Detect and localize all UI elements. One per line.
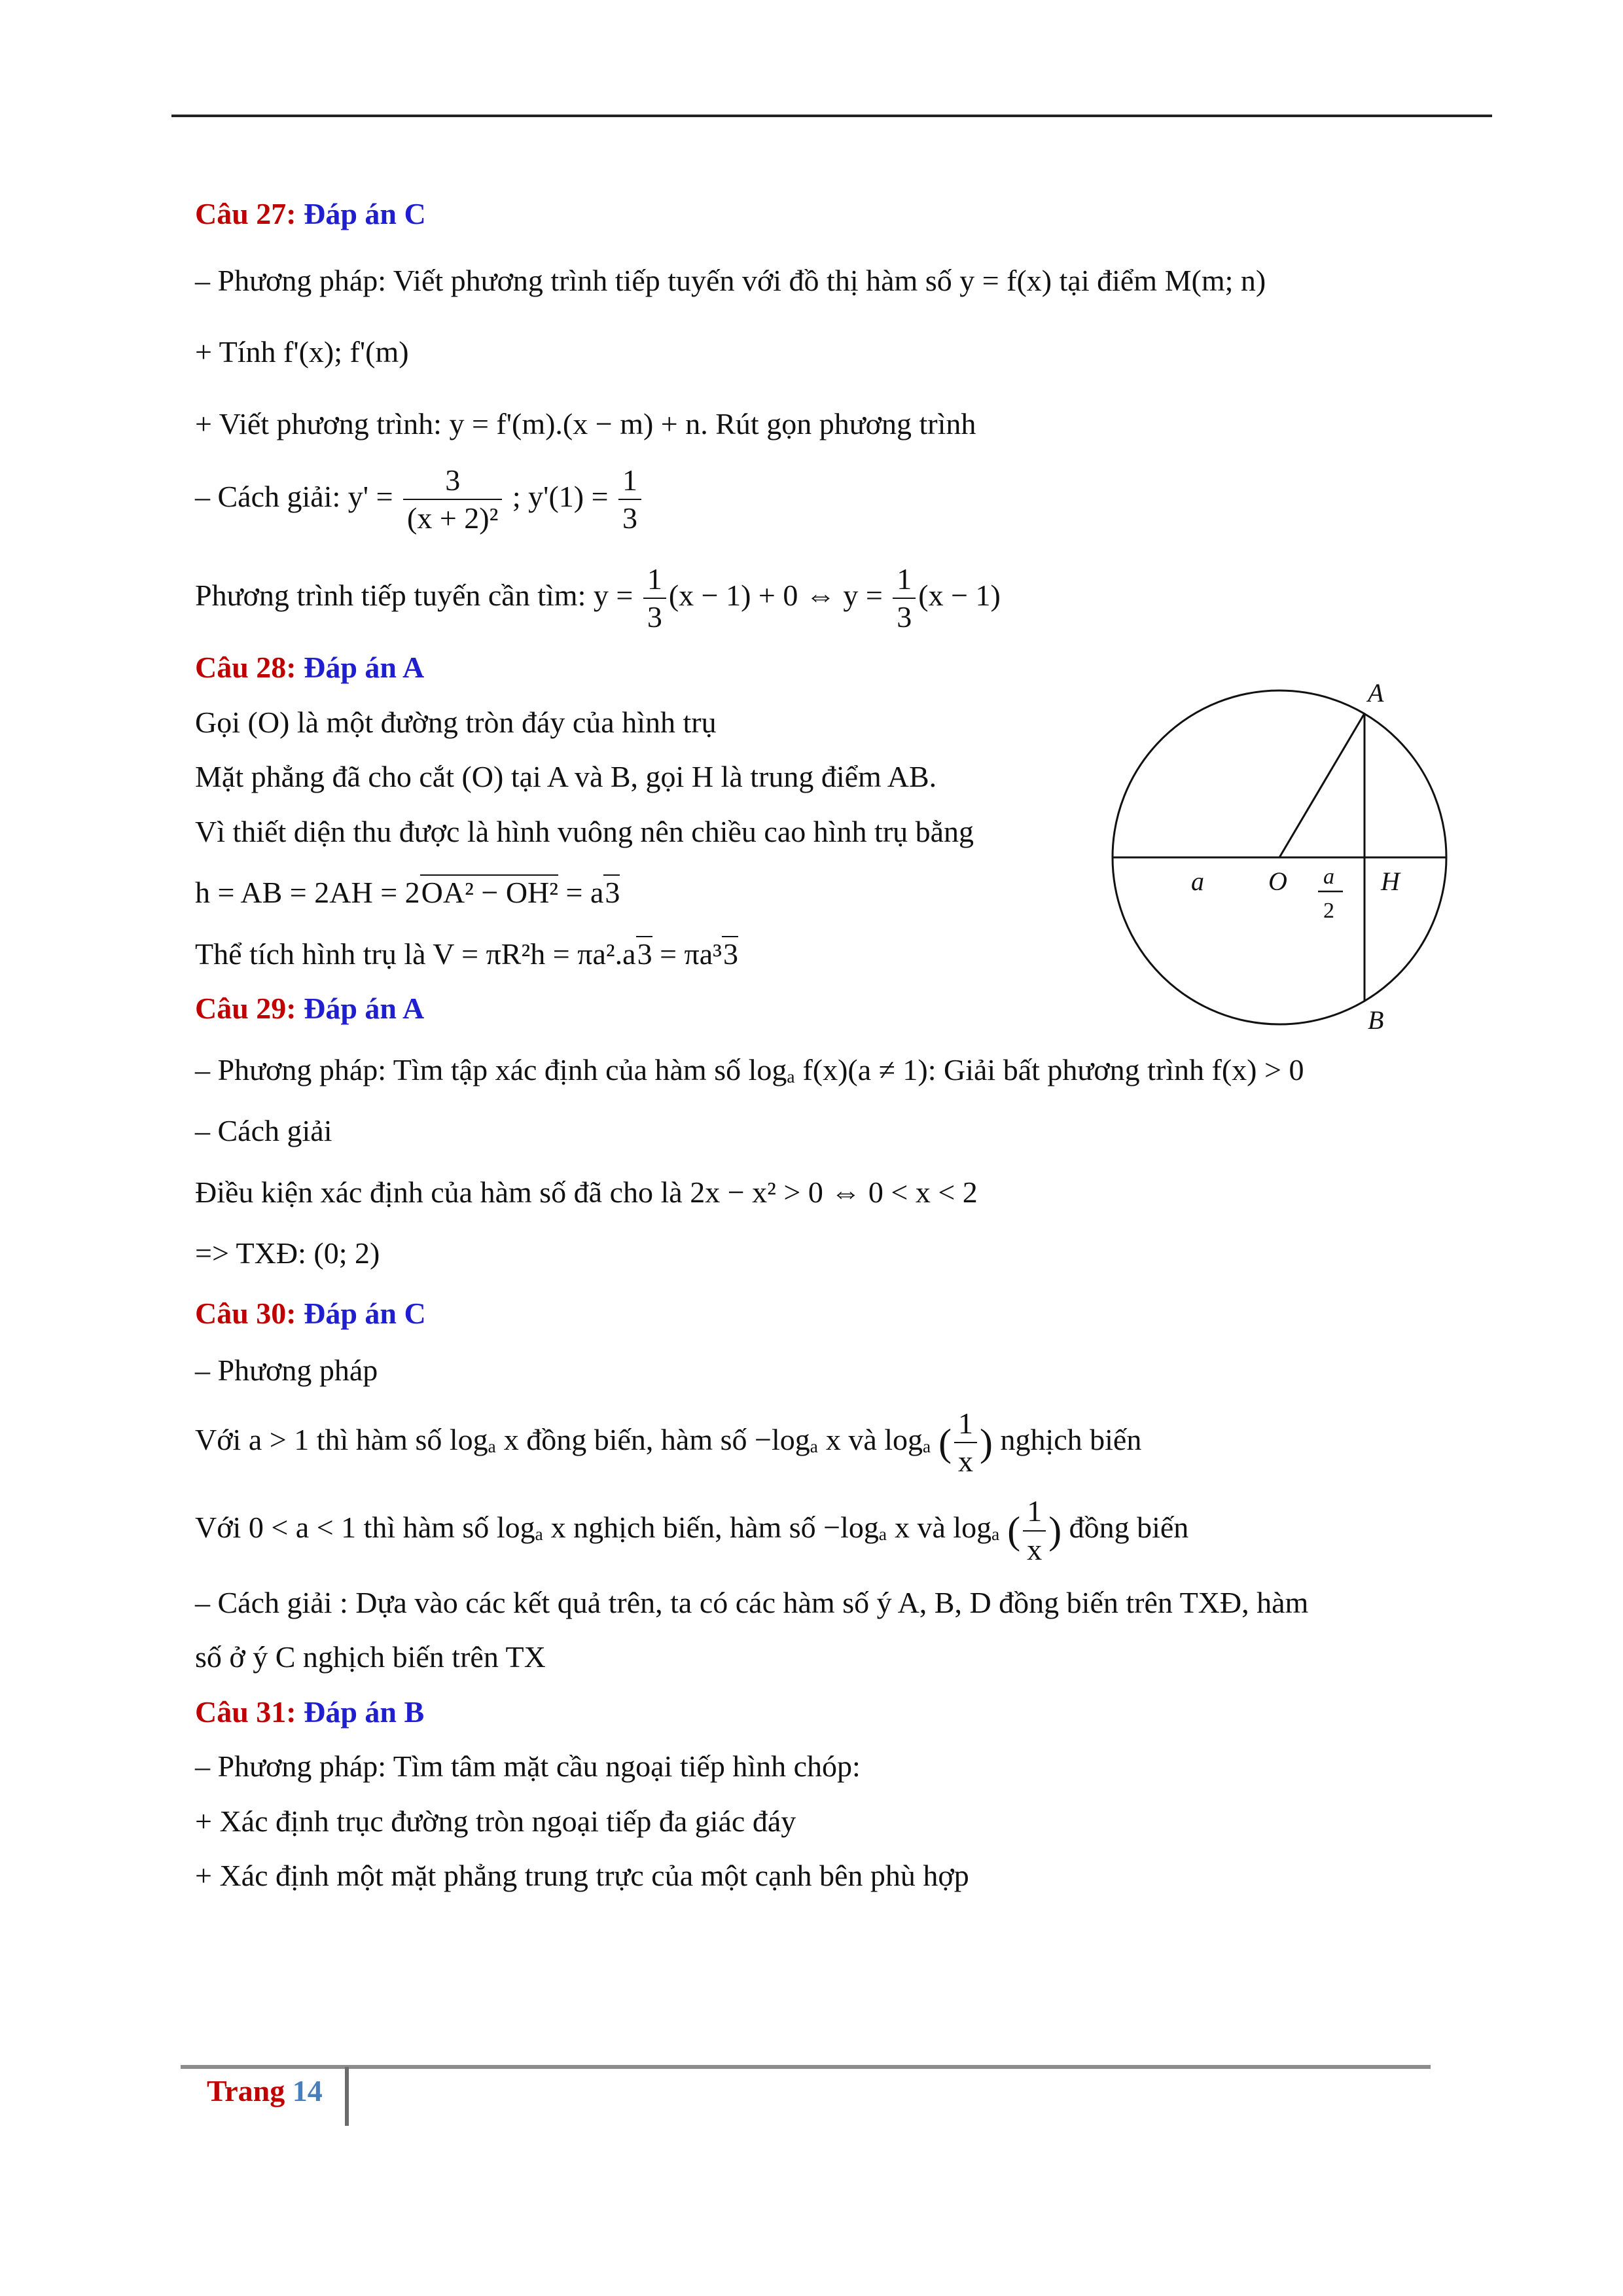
label-b-point: B <box>1368 1005 1384 1034</box>
q27-result-frac1-num: 1 <box>647 562 662 596</box>
q30-case1 <box>195 1408 1452 1478</box>
label-o: O <box>1268 867 1287 896</box>
q28-label: Câu 28: <box>195 651 296 685</box>
q27-label: Câu 27: <box>195 197 296 230</box>
q29-method-label: – Phương pháp: Tìm tập xác định của hàm số <box>195 1052 749 1086</box>
q29-txd-expr: (0; 2) <box>313 1236 380 1270</box>
q27-heading <box>195 195 1452 233</box>
q29-condition <box>195 1174 1452 1211</box>
q27-answer: Đáp án C <box>304 197 426 230</box>
q29-method <box>195 1051 1452 1089</box>
q27-deriv-val-num: 1 <box>622 463 638 497</box>
label-radius-a: a <box>1191 867 1204 896</box>
label-half-num: a <box>1323 865 1334 889</box>
page-number: 14 <box>292 2074 323 2108</box>
q31-line1: – Phương pháp: Tìm tâm mặt cầu ngoại tiếp hình chóp: <box>195 1749 861 1784</box>
q28-h-lhs: h = AB = 2AH = 2 <box>195 876 420 910</box>
q28-vol-mid: = πa³ <box>652 937 722 971</box>
q30-case2-and: và <box>909 1511 954 1545</box>
q27-solve <box>195 465 1452 535</box>
q27-calc <box>195 333 1452 371</box>
page-content <box>195 195 1452 1895</box>
q27-calc-expr: f'(x); f'(m) <box>283 335 409 368</box>
label-a-point: A <box>1368 678 1384 708</box>
q30-case2-pre: Với <box>195 1511 249 1545</box>
q27-deriv-value <box>618 465 641 535</box>
footer-label: Trang <box>207 2074 285 2108</box>
q30-case1-frac-num: 1 <box>958 1406 974 1440</box>
q30-case1-frac-den: x <box>954 1442 977 1477</box>
q30-case1-pre: Với <box>195 1422 249 1456</box>
q28-line3: Vì thiết diện thu được là hình vuông nên chiều cao hình trụ bằng <box>195 814 974 848</box>
q30-case2-end: đồng biến <box>1061 1511 1189 1545</box>
q30-case1-f1: logₐ x <box>449 1422 519 1456</box>
q29-answer: Đáp án A <box>304 992 425 1026</box>
q30-case2-f3: logₐ <box>953 1511 1000 1545</box>
q30-case1-mid: thì hàm số <box>309 1422 450 1456</box>
q31-heading <box>195 1693 1452 1731</box>
q30-method-label: – Phương pháp <box>195 1354 378 1388</box>
q28-answer: Đáp án A <box>304 651 425 685</box>
q28-h-rhs: = a <box>558 876 604 910</box>
q30-case2-mid: thì hàm số <box>356 1511 497 1545</box>
q28-vol-sqrt2: 3 <box>722 937 738 971</box>
q27-method-mid: tại điểm <box>1052 263 1165 297</box>
q30-solve-line2: số ở ý C nghịch biến trên TX <box>195 1640 546 1674</box>
q27-result <box>195 564 1452 634</box>
q30-case2-f2: −logₐ x <box>823 1511 910 1545</box>
q27-result-rest1: (x − 1) + 0 ⇔ y = <box>668 578 883 612</box>
q29-method-ineq: f(x) > 0 <box>1211 1052 1304 1086</box>
q27-write-expr: y = f'(m).(x − m) + n <box>449 406 701 440</box>
q30-case1-cond: a > 1 <box>248 1422 310 1456</box>
q27-result-rest2: (x − 1) <box>918 578 1001 612</box>
q27-deriv-val-den: 3 <box>618 499 641 534</box>
q28-line1: Gọi (O) là một đường tròn đáy của hình trụ <box>195 705 717 739</box>
q29-label: Câu 29: <box>195 992 296 1026</box>
q30-case2-lparen: ( <box>1007 1509 1021 1552</box>
q28-h-sqrt: OA² − OH² <box>421 876 559 910</box>
q30-case2-frac-num: 1 <box>1027 1494 1043 1528</box>
q30-case1-f2: −logₐ x <box>755 1422 841 1456</box>
q28-line2: Mặt phẳng đã cho cắt (O) tại A và B, gọi H là trung điểm AB. <box>195 760 937 794</box>
q29-method-expr: logₐ f(x)(a ≠ 1) <box>748 1052 928 1086</box>
q29-cond-label: Điều kiện xác định của hàm số đã cho là <box>195 1175 690 1209</box>
q31-line2: + Xác định trục đường tròn ngoại tiếp đa giác đáy <box>195 1804 796 1838</box>
q27-write-tail: . Rút gọn phương trình <box>700 406 976 440</box>
q31-line3: + Xác định một mặt phẳng trung trực của một cạnh bên phù hợp <box>195 1859 969 1893</box>
q30-case1-mid2: đồng biến, hàm số <box>518 1422 755 1456</box>
q29-solve-label: – Cách giải <box>195 1114 332 1148</box>
q30-case1-lparen: ( <box>938 1420 952 1464</box>
q27-method <box>195 262 1452 300</box>
q30-case2-cond: 0 < a < 1 <box>248 1511 357 1545</box>
q27-write-label: + Viết phương trình: <box>195 406 450 440</box>
q27-calc-label: + Tính <box>195 335 283 368</box>
q29-method-tail: : Giải bất phương trình <box>927 1052 1212 1086</box>
q29-domain <box>195 1234 1452 1272</box>
footer-divider <box>345 2067 349 2126</box>
q28-vol-expr: V = πR²h = πa².a <box>433 937 636 971</box>
q30-case1-fraction <box>954 1408 977 1478</box>
q27-result-frac2-num: 1 <box>897 562 912 596</box>
header-rule <box>171 115 1492 117</box>
q28-circle-figure <box>1099 668 1466 1034</box>
q30-case2-frac-den: x <box>1023 1530 1046 1566</box>
q30-case2 <box>195 1496 1452 1566</box>
q31-label: Câu 31: <box>195 1695 296 1729</box>
q27-method-func: y = f(x) <box>959 263 1052 297</box>
q30-heading <box>195 1295 1452 1333</box>
q27-result-y1: y = <box>593 578 633 612</box>
q29-cond-expr: 2x − x² > 0 ⇔ 0 < x < 2 <box>690 1175 978 1209</box>
q27-method-point: M(m; n) <box>1164 263 1266 297</box>
q27-solve-label: – Cách giải: <box>195 479 348 513</box>
q27-result-frac1 <box>643 564 666 634</box>
q27-deriv-lhs: y' = <box>348 479 393 513</box>
q30-answer: Đáp án C <box>304 1296 426 1330</box>
q27-deriv-fraction <box>403 465 502 535</box>
q27-deriv-mid: ; y'(1) = <box>512 479 609 513</box>
q30-label: Câu 30: <box>195 1296 296 1330</box>
q27-result-frac2-den: 3 <box>893 598 916 633</box>
q27-deriv-num: 3 <box>445 463 461 497</box>
q29-txd-label: => TXĐ: <box>195 1236 314 1270</box>
radius-oa <box>1279 713 1364 857</box>
q27-write <box>195 405 1452 443</box>
footer-rule <box>181 2065 1431 2069</box>
q28-vol-sqrt1: 3 <box>637 937 652 971</box>
q30-case1-and: và <box>840 1422 885 1456</box>
q30-case1-end: nghịch biến <box>992 1422 1142 1456</box>
q27-method-text: – Phương pháp: Viết phương trình tiếp tuyến với đồ thị hàm số <box>195 263 960 297</box>
q30-case1-rparen: ) <box>980 1420 993 1464</box>
q30-case1-f3: logₐ <box>884 1422 931 1456</box>
q27-result-label: Phương trình tiếp tuyến cần tìm: <box>195 578 594 612</box>
q30-case2-f1: logₐ x <box>496 1511 566 1545</box>
q28-vol-label: Thể tích hình trụ là <box>195 937 433 971</box>
q27-result-frac2 <box>893 564 916 634</box>
q30-case2-rparen: ) <box>1048 1509 1062 1552</box>
label-h: H <box>1381 867 1400 896</box>
q27-deriv-den: (x + 2)² <box>403 499 502 534</box>
q28-h-rhs-sqrt: 3 <box>605 876 620 910</box>
q30-case2-fraction <box>1023 1496 1046 1566</box>
label-half-den: 2 <box>1323 899 1334 923</box>
q31-answer: Đáp án B <box>304 1695 425 1729</box>
q27-result-frac1-den: 3 <box>643 598 666 633</box>
q30-solve-line1: – Cách giải : Dựa vào các kết quả trên, ta có các hàm số ý A, B, D đồng biến trên TXĐ, hàm <box>195 1585 1309 1619</box>
q30-case2-mid2: nghịch biến, hàm số <box>565 1511 824 1545</box>
page-footer <box>207 2073 323 2108</box>
